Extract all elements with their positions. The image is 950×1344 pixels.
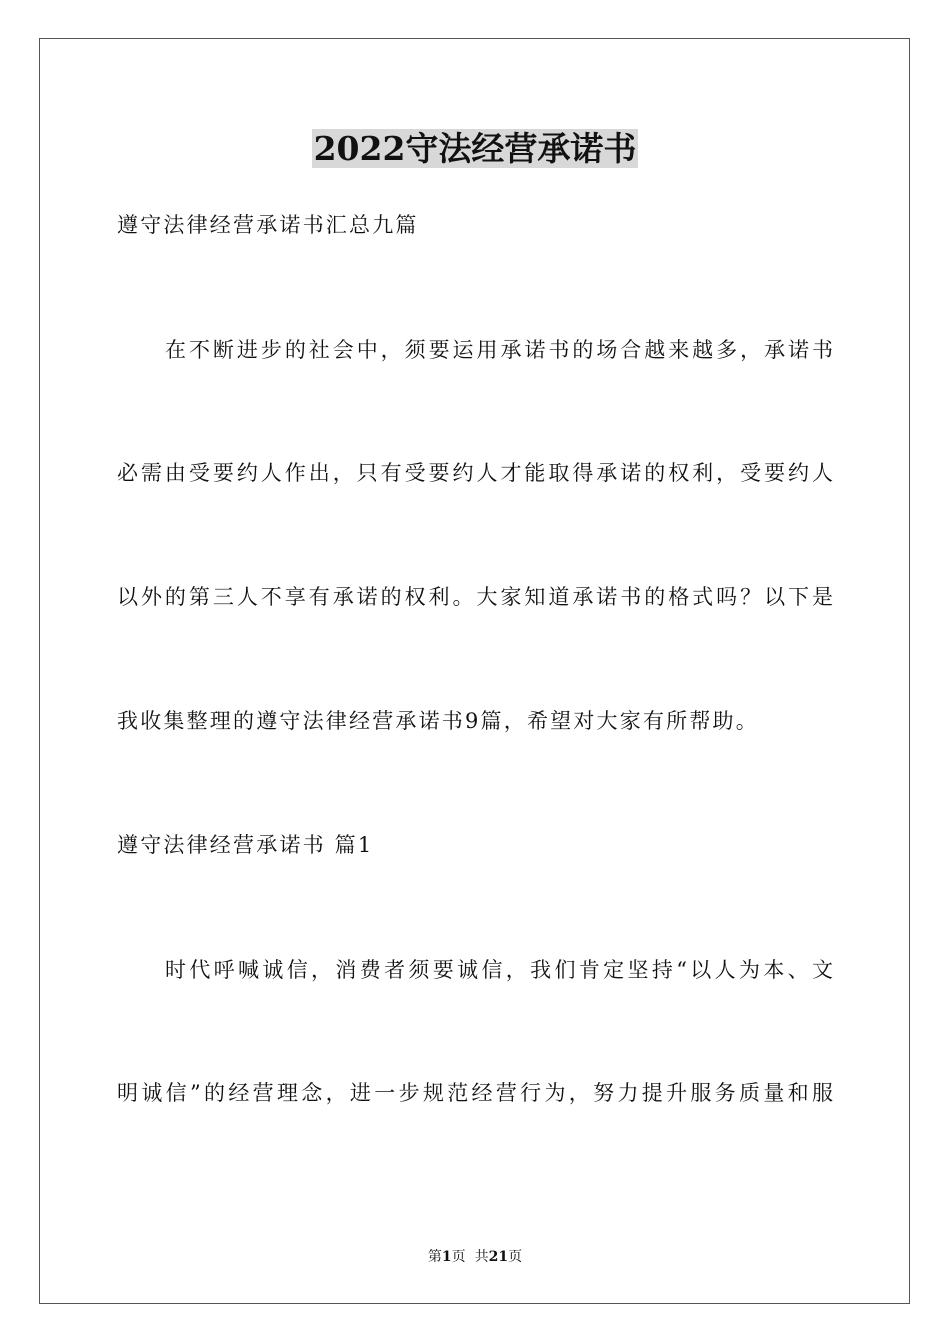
- intro-line-4: 我收集整理的遵守法律经营承诺书9篇，希望对大家有所帮助。: [117, 709, 759, 733]
- footer-page-mid: 页 共: [451, 1249, 489, 1265]
- footer-page-current: 1: [441, 1249, 452, 1265]
- intro-line-3: 以外的第三人不享有承诺的权利。大家知道承诺书的格式吗？以下是: [117, 585, 833, 609]
- footer-page-prefix: 第: [427, 1249, 442, 1265]
- section-line-2: 明诚信”的经营理念，进一步规范经营行为，努力提升服务质量和服: [117, 1081, 833, 1105]
- section-line-1: 时代呼喊诚信，消费者须要诚信，我们肯定坚持“以人为本、文: [165, 958, 833, 982]
- section-heading: 遵守法律经营承诺书 篇1: [117, 833, 374, 857]
- document-title: [0, 128, 950, 170]
- page-footer: [0, 1247, 950, 1267]
- intro-line-2: 必需由受要约人作出，只有受要约人才能取得承诺的权利，受要约人: [117, 461, 833, 485]
- footer-page-total: 21: [488, 1249, 509, 1265]
- intro-line-1: 在不断进步的社会中，须要运用承诺书的场合越来越多，承诺书: [165, 338, 833, 362]
- document-title-text: 2022守法经营承诺书: [313, 129, 637, 168]
- footer-page-suffix: 页: [508, 1249, 523, 1265]
- document-subtitle: 遵守法律经营承诺书汇总九篇: [117, 213, 419, 237]
